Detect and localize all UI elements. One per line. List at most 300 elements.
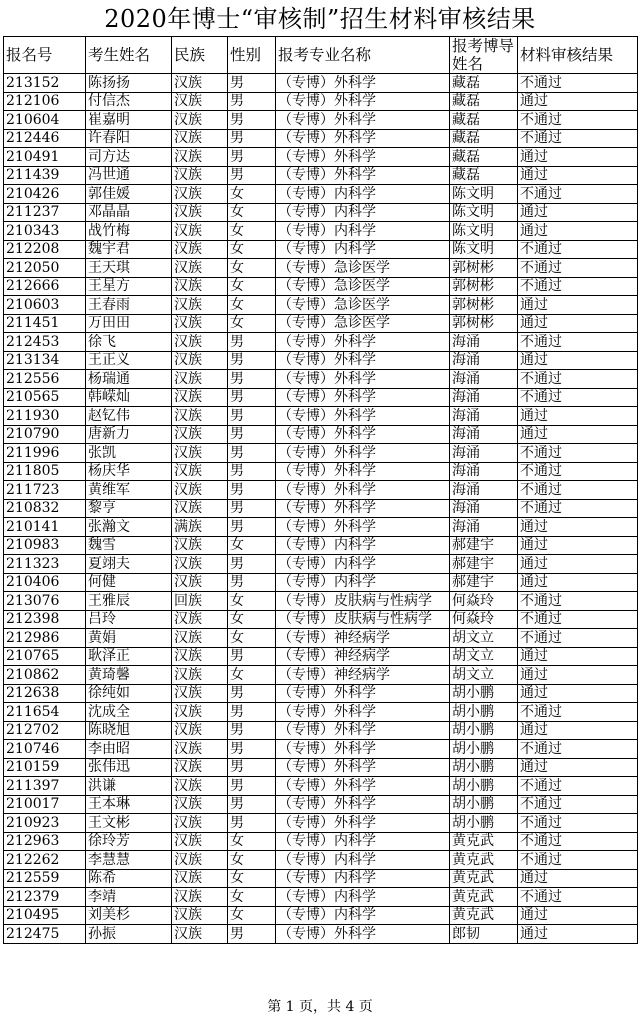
major-cell: （专博）外科学 xyxy=(276,351,450,370)
table-row xyxy=(4,814,638,833)
gender-cell: 女 xyxy=(228,259,276,278)
table-row xyxy=(4,111,638,130)
gender-cell: 女 xyxy=(228,629,276,648)
ethnicity-cell: 汉族 xyxy=(172,795,228,814)
registration-no-cell: 213152 xyxy=(4,74,86,93)
supervisor-cell: 郝建宇 xyxy=(450,573,518,592)
registration-no-cell: 212379 xyxy=(4,888,86,907)
major-cell: （专博）皮肤病与性病学 xyxy=(276,592,450,611)
major-cell: （专博）外科学 xyxy=(276,740,450,759)
table-row xyxy=(4,518,638,537)
candidate-name-cell: 崔嘉明 xyxy=(86,111,172,130)
gender-cell: 女 xyxy=(228,296,276,315)
gender-cell: 男 xyxy=(228,462,276,481)
column-header-major: 报考专业名称 xyxy=(276,37,450,74)
table-row xyxy=(4,536,638,555)
table-row xyxy=(4,351,638,370)
table-row xyxy=(4,647,638,666)
supervisor-cell: 陈文明 xyxy=(450,185,518,204)
candidate-name-cell: 张伟迅 xyxy=(86,758,172,777)
registration-no-cell: 212702 xyxy=(4,721,86,740)
supervisor-cell: 藏磊 xyxy=(450,129,518,148)
candidate-name-cell: 王文彬 xyxy=(86,814,172,833)
review-result-cell: 通过 xyxy=(518,536,638,555)
candidate-name-cell: 李靖 xyxy=(86,888,172,907)
ethnicity-cell: 汉族 xyxy=(172,888,228,907)
ethnicity-cell: 汉族 xyxy=(172,203,228,222)
major-cell: （专博）外科学 xyxy=(276,111,450,130)
gender-cell: 男 xyxy=(228,795,276,814)
ethnicity-cell: 汉族 xyxy=(172,425,228,444)
major-cell: （专博）内科学 xyxy=(276,573,450,592)
column-header-supervisor: 报考博导姓名 xyxy=(450,37,518,74)
table-row xyxy=(4,573,638,592)
gender-cell: 男 xyxy=(228,721,276,740)
registration-no-cell: 210495 xyxy=(4,906,86,925)
registration-no-cell: 211323 xyxy=(4,555,86,574)
registration-no-cell: 211237 xyxy=(4,203,86,222)
review-result-cell: 通过 xyxy=(518,407,638,426)
major-cell: （专博）外科学 xyxy=(276,481,450,500)
ethnicity-cell: 汉族 xyxy=(172,758,228,777)
table-row xyxy=(4,333,638,352)
supervisor-cell: 海涌 xyxy=(450,407,518,426)
page-title: 2020年博士“审核制”招生材料审核结果 xyxy=(104,5,536,33)
ethnicity-cell: 汉族 xyxy=(172,555,228,574)
candidate-name-cell: 沈成全 xyxy=(86,703,172,722)
candidate-name-cell: 孙振 xyxy=(86,925,172,944)
registration-no-cell: 210017 xyxy=(4,795,86,814)
gender-cell: 女 xyxy=(228,906,276,925)
gender-cell: 男 xyxy=(228,333,276,352)
major-cell: （专博）外科学 xyxy=(276,166,450,185)
registration-no-cell: 210406 xyxy=(4,573,86,592)
table-row xyxy=(4,740,638,759)
review-result-cell: 不通过 xyxy=(518,592,638,611)
registration-no-cell: 210159 xyxy=(4,758,86,777)
gender-cell: 男 xyxy=(228,925,276,944)
supervisor-cell: 藏磊 xyxy=(450,166,518,185)
review-result-cell: 不通过 xyxy=(518,74,638,93)
gender-cell: 男 xyxy=(228,74,276,93)
gender-cell: 女 xyxy=(228,832,276,851)
ethnicity-cell: 回族 xyxy=(172,592,228,611)
candidate-name-cell: 李由昭 xyxy=(86,740,172,759)
table-row xyxy=(4,629,638,648)
table-row xyxy=(4,296,638,315)
gender-cell: 女 xyxy=(228,222,276,241)
review-result-cell: 不通过 xyxy=(518,832,638,851)
gender-cell: 女 xyxy=(228,592,276,611)
gender-cell: 男 xyxy=(228,148,276,167)
gender-cell: 男 xyxy=(228,814,276,833)
review-result-cell: 通过 xyxy=(518,906,638,925)
ethnicity-cell: 汉族 xyxy=(172,832,228,851)
major-cell: （专博）急诊医学 xyxy=(276,296,450,315)
candidate-name-cell: 陈扬扬 xyxy=(86,74,172,93)
ethnicity-cell: 汉族 xyxy=(172,740,228,759)
table-row xyxy=(4,906,638,925)
ethnicity-cell: 汉族 xyxy=(172,851,228,870)
candidate-name-cell: 杨瑞通 xyxy=(86,370,172,389)
ethnicity-cell: 汉族 xyxy=(172,536,228,555)
table-row xyxy=(4,92,638,111)
table-row xyxy=(4,388,638,407)
candidate-name-cell: 魏宇君 xyxy=(86,240,172,259)
table-row xyxy=(4,185,638,204)
registration-no-cell: 212050 xyxy=(4,259,86,278)
ethnicity-cell: 汉族 xyxy=(172,74,228,93)
gender-cell: 女 xyxy=(228,203,276,222)
review-result-cell: 通过 xyxy=(518,721,638,740)
gender-cell: 女 xyxy=(228,277,276,296)
gender-cell: 男 xyxy=(228,647,276,666)
ethnicity-cell: 汉族 xyxy=(172,777,228,796)
table-row xyxy=(4,684,638,703)
registration-no-cell: 210765 xyxy=(4,647,86,666)
gender-cell: 男 xyxy=(228,758,276,777)
candidate-name-cell: 王星方 xyxy=(86,277,172,296)
review-result-cell: 不通过 xyxy=(518,795,638,814)
review-result-cell: 通过 xyxy=(518,518,638,537)
review-result-cell: 不通过 xyxy=(518,185,638,204)
registration-no-cell: 210343 xyxy=(4,222,86,241)
major-cell: （专博）外科学 xyxy=(276,333,450,352)
registration-no-cell: 212262 xyxy=(4,851,86,870)
major-cell: （专博）外科学 xyxy=(276,721,450,740)
supervisor-cell: 胡小鹏 xyxy=(450,740,518,759)
major-cell: （专博）内科学 xyxy=(276,222,450,241)
gender-cell: 女 xyxy=(228,536,276,555)
ethnicity-cell: 汉族 xyxy=(172,240,228,259)
gender-cell: 男 xyxy=(228,499,276,518)
table-row xyxy=(4,555,638,574)
supervisor-cell: 海涌 xyxy=(450,518,518,537)
registration-no-cell: 212556 xyxy=(4,370,86,389)
ethnicity-cell: 汉族 xyxy=(172,111,228,130)
supervisor-cell: 陈文明 xyxy=(450,203,518,222)
major-cell: （专博）外科学 xyxy=(276,74,450,93)
candidate-name-cell: 战竹梅 xyxy=(86,222,172,241)
ethnicity-cell: 汉族 xyxy=(172,721,228,740)
supervisor-cell: 郎韧 xyxy=(450,925,518,944)
candidate-name-cell: 王雅辰 xyxy=(86,592,172,611)
registration-no-cell: 211996 xyxy=(4,444,86,463)
ethnicity-cell: 汉族 xyxy=(172,684,228,703)
table-row xyxy=(4,314,638,333)
table-row xyxy=(4,444,638,463)
candidate-name-cell: 黎亨 xyxy=(86,499,172,518)
review-result-cell: 不通过 xyxy=(518,888,638,907)
candidate-name-cell: 刘美杉 xyxy=(86,906,172,925)
major-cell: （专博）神经病学 xyxy=(276,629,450,648)
candidate-name-cell: 吕玲 xyxy=(86,610,172,629)
table-row xyxy=(4,277,638,296)
table-row xyxy=(4,425,638,444)
registration-no-cell: 211805 xyxy=(4,462,86,481)
table-row xyxy=(4,592,638,611)
candidate-name-cell: 王春雨 xyxy=(86,296,172,315)
table-row xyxy=(4,703,638,722)
registration-no-cell: 212453 xyxy=(4,333,86,352)
review-result-cell: 通过 xyxy=(518,222,638,241)
column-header-ethnicity: 民族 xyxy=(172,37,228,74)
major-cell: （专博）外科学 xyxy=(276,703,450,722)
ethnicity-cell: 汉族 xyxy=(172,481,228,500)
major-cell: （专博）内科学 xyxy=(276,203,450,222)
gender-cell: 男 xyxy=(228,388,276,407)
supervisor-cell: 郭树彬 xyxy=(450,259,518,278)
registration-no-cell: 212208 xyxy=(4,240,86,259)
major-cell: （专博）外科学 xyxy=(276,499,450,518)
review-result-cell: 不通过 xyxy=(518,462,638,481)
ethnicity-cell: 汉族 xyxy=(172,444,228,463)
supervisor-cell: 胡小鹏 xyxy=(450,758,518,777)
supervisor-cell: 胡小鹏 xyxy=(450,814,518,833)
registration-no-cell: 210565 xyxy=(4,388,86,407)
gender-cell: 男 xyxy=(228,444,276,463)
page-footer: 第 1 页，共 4 页 xyxy=(267,999,373,1015)
candidate-name-cell: 付信杰 xyxy=(86,92,172,111)
supervisor-cell: 陈文明 xyxy=(450,240,518,259)
supervisor-cell: 海涌 xyxy=(450,444,518,463)
ethnicity-cell: 汉族 xyxy=(172,869,228,888)
supervisor-cell: 陈文明 xyxy=(450,222,518,241)
supervisor-cell: 郭树彬 xyxy=(450,314,518,333)
gender-cell: 男 xyxy=(228,740,276,759)
major-cell: （专博）内科学 xyxy=(276,888,450,907)
ethnicity-cell: 汉族 xyxy=(172,388,228,407)
ethnicity-cell: 汉族 xyxy=(172,259,228,278)
registration-no-cell: 210426 xyxy=(4,185,86,204)
table-row xyxy=(4,259,638,278)
supervisor-cell: 海涌 xyxy=(450,333,518,352)
registration-no-cell: 213134 xyxy=(4,351,86,370)
column-header-gender: 性别 xyxy=(228,37,276,74)
column-header-registration-no: 报名号 xyxy=(4,37,86,74)
review-result-cell: 通过 xyxy=(518,758,638,777)
table-row xyxy=(4,407,638,426)
table-row xyxy=(4,610,638,629)
major-cell: （专博）外科学 xyxy=(276,777,450,796)
gender-cell: 女 xyxy=(228,185,276,204)
supervisor-cell: 藏磊 xyxy=(450,92,518,111)
candidate-name-cell: 唐新力 xyxy=(86,425,172,444)
candidate-name-cell: 徐纯如 xyxy=(86,684,172,703)
major-cell: （专博）内科学 xyxy=(276,185,450,204)
review-result-cell: 通过 xyxy=(518,869,638,888)
table-row xyxy=(4,758,638,777)
gender-cell: 男 xyxy=(228,555,276,574)
table-row xyxy=(4,481,638,500)
supervisor-cell: 藏磊 xyxy=(450,74,518,93)
table-body xyxy=(4,74,638,944)
major-cell: （专博）内科学 xyxy=(276,869,450,888)
table-row xyxy=(4,925,638,944)
candidate-name-cell: 邓晶晶 xyxy=(86,203,172,222)
gender-cell: 男 xyxy=(228,111,276,130)
review-result-cell: 不通过 xyxy=(518,703,638,722)
candidate-name-cell: 王本琳 xyxy=(86,795,172,814)
results-table xyxy=(3,36,638,944)
supervisor-cell: 郭树彬 xyxy=(450,277,518,296)
gender-cell: 男 xyxy=(228,166,276,185)
registration-no-cell: 210603 xyxy=(4,296,86,315)
review-result-cell: 通过 xyxy=(518,166,638,185)
supervisor-cell: 海涌 xyxy=(450,499,518,518)
table-row xyxy=(4,240,638,259)
table-row xyxy=(4,869,638,888)
gender-cell: 男 xyxy=(228,351,276,370)
major-cell: （专博）神经病学 xyxy=(276,666,450,685)
major-cell: （专博）外科学 xyxy=(276,462,450,481)
table-header-row xyxy=(4,37,638,74)
table-row xyxy=(4,166,638,185)
gender-cell: 女 xyxy=(228,851,276,870)
gender-cell: 男 xyxy=(228,129,276,148)
review-result-cell: 不通过 xyxy=(518,129,638,148)
candidate-name-cell: 陈晓旭 xyxy=(86,721,172,740)
major-cell: （专博）外科学 xyxy=(276,444,450,463)
review-result-cell: 通过 xyxy=(518,148,638,167)
candidate-name-cell: 杨庆华 xyxy=(86,462,172,481)
ethnicity-cell: 汉族 xyxy=(172,814,228,833)
column-header-candidate-name: 考生姓名 xyxy=(86,37,172,74)
table-row xyxy=(4,203,638,222)
candidate-name-cell: 司方达 xyxy=(86,148,172,167)
registration-no-cell: 211654 xyxy=(4,703,86,722)
major-cell: （专博）内科学 xyxy=(276,906,450,925)
candidate-name-cell: 黄娟 xyxy=(86,629,172,648)
supervisor-cell: 黄克武 xyxy=(450,851,518,870)
review-result-cell: 通过 xyxy=(518,351,638,370)
supervisor-cell: 海涌 xyxy=(450,462,518,481)
registration-no-cell: 210746 xyxy=(4,740,86,759)
candidate-name-cell: 冯世通 xyxy=(86,166,172,185)
major-cell: （专博）外科学 xyxy=(276,758,450,777)
candidate-name-cell: 徐玲芳 xyxy=(86,832,172,851)
ethnicity-cell: 汉族 xyxy=(172,277,228,296)
gender-cell: 女 xyxy=(228,240,276,259)
review-result-cell: 不通过 xyxy=(518,740,638,759)
ethnicity-cell: 汉族 xyxy=(172,148,228,167)
supervisor-cell: 胡小鹏 xyxy=(450,684,518,703)
supervisor-cell: 何焱玲 xyxy=(450,610,518,629)
supervisor-cell: 黄克武 xyxy=(450,832,518,851)
review-result-cell: 不通过 xyxy=(518,240,638,259)
candidate-name-cell: 许春阳 xyxy=(86,129,172,148)
gender-cell: 男 xyxy=(228,370,276,389)
table-row xyxy=(4,666,638,685)
review-result-cell: 不通过 xyxy=(518,388,638,407)
review-result-cell: 不通过 xyxy=(518,499,638,518)
candidate-name-cell: 洪谦 xyxy=(86,777,172,796)
gender-cell: 男 xyxy=(228,777,276,796)
registration-no-cell: 212986 xyxy=(4,629,86,648)
review-result-cell: 通过 xyxy=(518,666,638,685)
major-cell: （专博）皮肤病与性病学 xyxy=(276,610,450,629)
major-cell: （专博）外科学 xyxy=(276,814,450,833)
registration-no-cell: 212963 xyxy=(4,832,86,851)
table-row xyxy=(4,795,638,814)
registration-no-cell: 212398 xyxy=(4,610,86,629)
registration-no-cell: 212446 xyxy=(4,129,86,148)
candidate-name-cell: 王正义 xyxy=(86,351,172,370)
major-cell: （专博）外科学 xyxy=(276,148,450,167)
major-cell: （专博）急诊医学 xyxy=(276,259,450,278)
ethnicity-cell: 汉族 xyxy=(172,610,228,629)
major-cell: （专博）外科学 xyxy=(276,92,450,111)
major-cell: （专博）内科学 xyxy=(276,851,450,870)
candidate-name-cell: 黄维军 xyxy=(86,481,172,500)
review-result-cell: 通过 xyxy=(518,425,638,444)
candidate-name-cell: 万田田 xyxy=(86,314,172,333)
registration-no-cell: 210983 xyxy=(4,536,86,555)
registration-no-cell: 211930 xyxy=(4,407,86,426)
table-row xyxy=(4,129,638,148)
review-result-cell: 不通过 xyxy=(518,333,638,352)
candidate-name-cell: 陈希 xyxy=(86,869,172,888)
registration-no-cell: 212638 xyxy=(4,684,86,703)
gender-cell: 男 xyxy=(228,481,276,500)
gender-cell: 男 xyxy=(228,407,276,426)
ethnicity-cell: 汉族 xyxy=(172,925,228,944)
supervisor-cell: 海涌 xyxy=(450,481,518,500)
review-result-cell: 通过 xyxy=(518,684,638,703)
ethnicity-cell: 汉族 xyxy=(172,333,228,352)
registration-no-cell: 211723 xyxy=(4,481,86,500)
ethnicity-cell: 汉族 xyxy=(172,573,228,592)
ethnicity-cell: 汉族 xyxy=(172,499,228,518)
major-cell: （专博）内科学 xyxy=(276,555,450,574)
ethnicity-cell: 汉族 xyxy=(172,166,228,185)
table-row xyxy=(4,74,638,93)
gender-cell: 女 xyxy=(228,888,276,907)
gender-cell: 男 xyxy=(228,703,276,722)
ethnicity-cell: 汉族 xyxy=(172,703,228,722)
gender-cell: 女 xyxy=(228,666,276,685)
candidate-name-cell: 何健 xyxy=(86,573,172,592)
registration-no-cell: 210604 xyxy=(4,111,86,130)
ethnicity-cell: 汉族 xyxy=(172,296,228,315)
candidate-name-cell: 王天琪 xyxy=(86,259,172,278)
ethnicity-cell: 汉族 xyxy=(172,647,228,666)
candidate-name-cell: 耿泽正 xyxy=(86,647,172,666)
major-cell: （专博）外科学 xyxy=(276,407,450,426)
supervisor-cell: 海涌 xyxy=(450,351,518,370)
table-row xyxy=(4,777,638,796)
review-result-cell: 通过 xyxy=(518,92,638,111)
supervisor-cell: 何焱玲 xyxy=(450,592,518,611)
review-result-cell: 不通过 xyxy=(518,370,638,389)
supervisor-cell: 胡小鹏 xyxy=(450,721,518,740)
supervisor-cell: 胡文立 xyxy=(450,647,518,666)
table-row xyxy=(4,370,638,389)
major-cell: （专博）外科学 xyxy=(276,518,450,537)
major-cell: （专博）外科学 xyxy=(276,425,450,444)
supervisor-cell: 胡文立 xyxy=(450,666,518,685)
review-result-cell: 不通过 xyxy=(518,277,638,296)
registration-no-cell: 210923 xyxy=(4,814,86,833)
major-cell: （专博）急诊医学 xyxy=(276,314,450,333)
candidate-name-cell: 李慧慧 xyxy=(86,851,172,870)
registration-no-cell: 212666 xyxy=(4,277,86,296)
review-result-cell: 不通过 xyxy=(518,259,638,278)
ethnicity-cell: 汉族 xyxy=(172,629,228,648)
review-result-cell: 通过 xyxy=(518,573,638,592)
review-result-cell: 通过 xyxy=(518,203,638,222)
registration-no-cell: 211451 xyxy=(4,314,86,333)
